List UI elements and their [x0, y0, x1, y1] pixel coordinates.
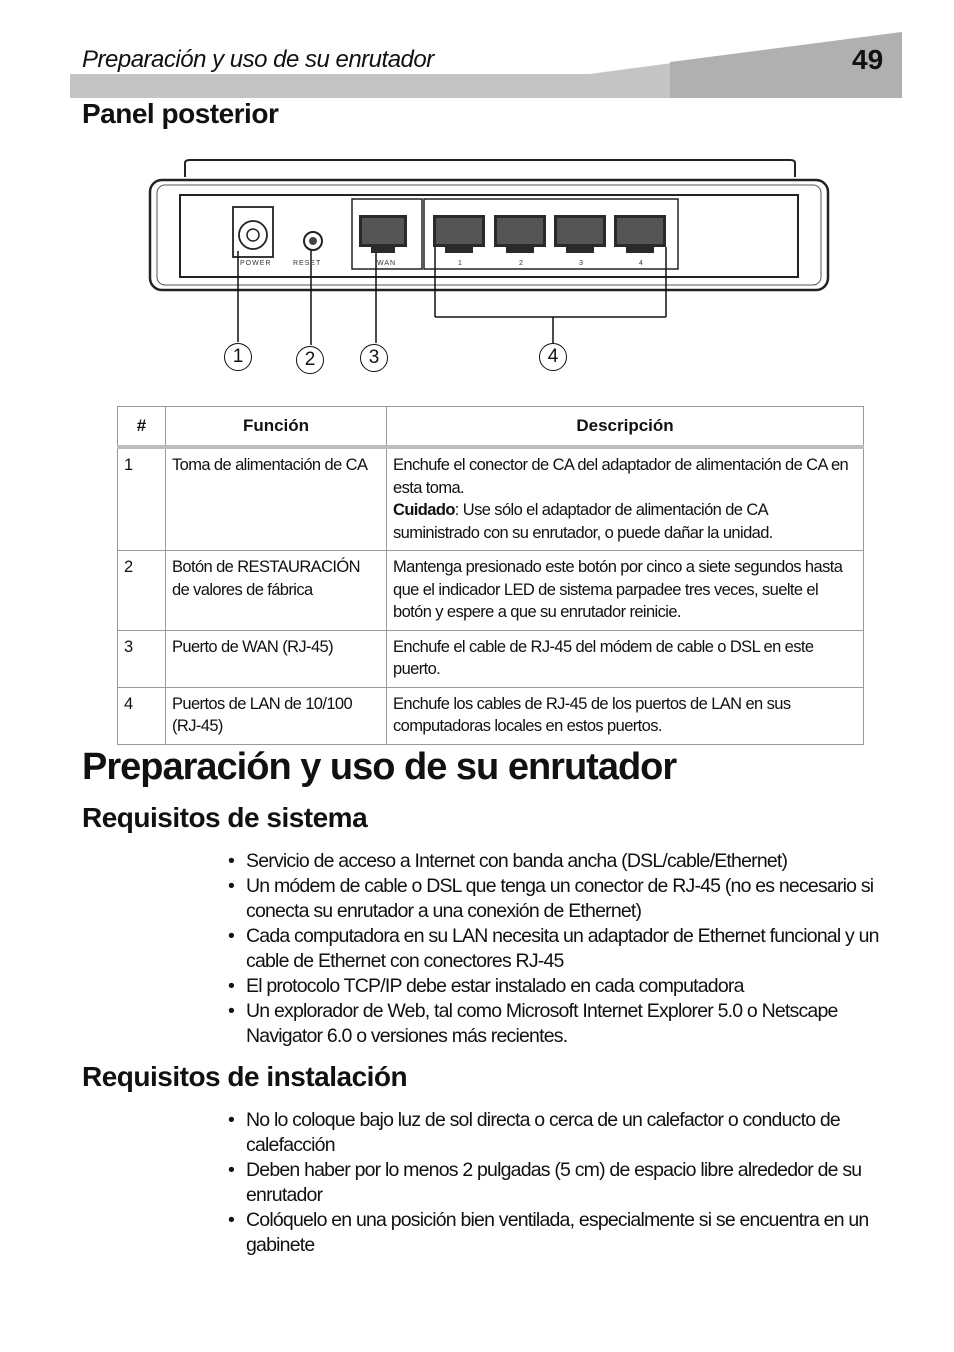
column-header-description: Descripción: [387, 407, 864, 448]
page-title: Preparación y uso de su enrutador: [82, 746, 677, 788]
list-item: • Deben haber por lo menos 2 pulgadas (5 cm) de espacio libre alrededor de su enrutador: [228, 1158, 908, 1208]
port-label-lan-4: 4: [639, 260, 644, 267]
table-header-row: [118, 407, 864, 448]
table-row: [118, 687, 864, 744]
port-label-lan-3: 3: [579, 260, 584, 267]
page-number: 49: [852, 44, 884, 75]
list-item: • Un explorador de Web, tal como Microsoft Internet Explorer 5.0 o Netscape Navigator 6.0 o versiones más recientes.: [228, 999, 908, 1049]
table-row: [118, 447, 864, 551]
port-label-reset: RESET: [293, 260, 322, 267]
table-row: [118, 630, 864, 687]
row-description: Enchufe los cables de RJ-45 de los puertos de LAN en sus computadoras locales en estos puertos.: [387, 687, 864, 744]
running-header-title: Preparación y uso de su enrutador: [82, 46, 434, 73]
list-item: • Cada computadora en su LAN necesita un adaptador de Ethernet funcional y un cable de Ethernet con conectores RJ-45: [228, 924, 908, 974]
section-heading-system-requirements: Requisitos de sistema: [82, 802, 368, 833]
column-header-function: Función: [166, 407, 387, 448]
list-item: • No lo coloque bajo luz de sol directa o cerca de un calefactor o conducto de calefacción: [228, 1108, 908, 1158]
row-number: 1: [118, 447, 166, 551]
row-number: 2: [118, 551, 166, 631]
row-description: Mantenga presionado este botón por cinco a siete segundos hasta que el indicador LED de sistema parpadee tres veces, suelte el botón y espere a que su enrutador reinicie.: [387, 551, 864, 631]
row-function: Puerto de WAN (RJ-45): [166, 630, 387, 687]
row-description: [387, 447, 864, 551]
row-number: 4: [118, 687, 166, 744]
callout-2: 2: [296, 346, 324, 374]
row-function: Botón de RESTAURACIÓN de valores de fábrica: [166, 551, 387, 631]
table-row: [118, 551, 864, 631]
list-item: • Colóquelo en una posición bien ventilada, especialmente si se encuentra en un gabinete: [228, 1208, 908, 1258]
callout-4: 4: [539, 343, 567, 371]
port-label-wan: WAN: [377, 260, 397, 267]
list-item: • El protocolo TCP/IP debe estar instalado en cada computadora: [228, 974, 908, 999]
installation-requirements-list: [228, 1108, 908, 1258]
callout-3: 3: [360, 344, 388, 372]
row-number: 3: [118, 630, 166, 687]
caution-text: : Use sólo el adaptador de alimentación de CA suministrado con su enrutador, o puede dañar la unidad.: [393, 501, 773, 542]
port-label-lan-2: 2: [519, 260, 524, 267]
caution-label: Cuidado: [393, 501, 455, 519]
list-item: • Servicio de acceso a Internet con banda ancha (DSL/cable/Ethernet): [228, 849, 908, 874]
port-label-lan-1: 1: [458, 260, 463, 267]
section-heading-rear-panel: Panel posterior: [82, 98, 279, 129]
list-item: • Un módem de cable o DSL que tenga un conector de RJ-45 (no es necesario si conecta su enrutador a una conexión de Ethernet): [228, 874, 908, 924]
row-description: Enchufe el cable de RJ-45 del módem de cable o DSL en este puerto.: [387, 630, 864, 687]
row-function: Puertos de LAN de 10/100 (RJ-45): [166, 687, 387, 744]
port-label-power: POWER: [240, 260, 272, 267]
system-requirements-list: [228, 849, 908, 1049]
section-heading-installation-requirements: Requisitos de instalación: [82, 1061, 408, 1092]
row-description-text: Enchufe el conector de CA del adaptador de alimentación de CA en esta toma.: [393, 456, 849, 497]
rear-panel-function-table: [117, 406, 864, 745]
router-rear-panel-diagram: [145, 155, 835, 385]
callout-1: 1: [224, 343, 252, 371]
column-header-number: #: [118, 407, 166, 448]
row-function: Toma de alimentación de CA: [166, 447, 387, 551]
